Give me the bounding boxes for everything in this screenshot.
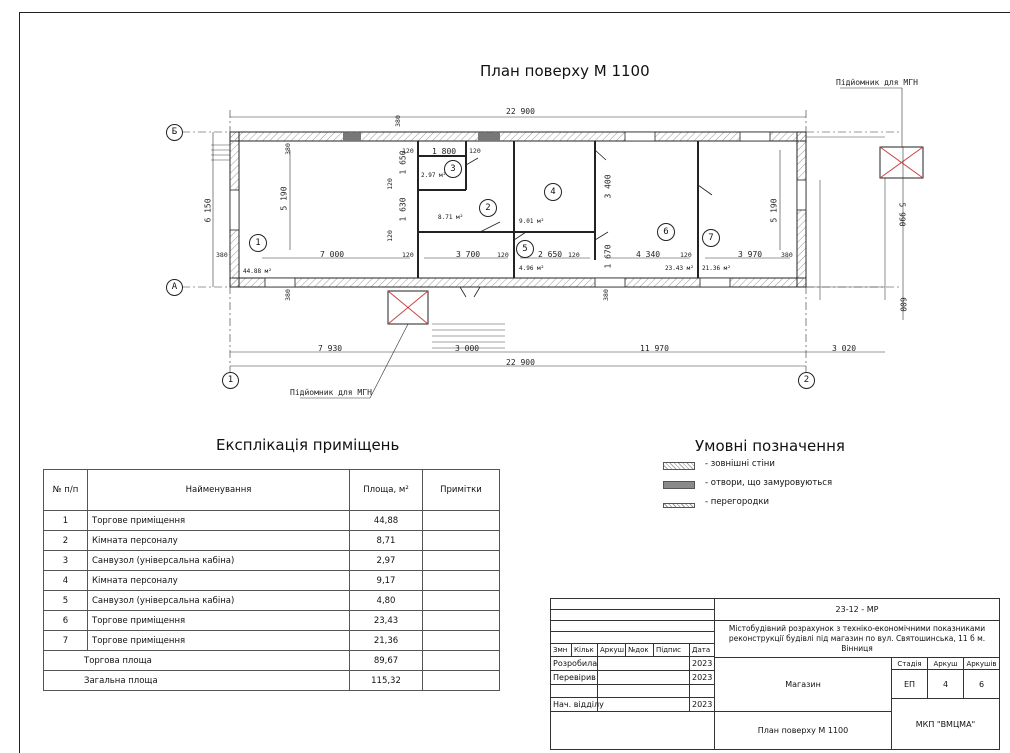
dim-bottom-4: 3 020 [832, 344, 857, 353]
dim-r1-height: 5 190 [279, 186, 289, 211]
header-num: № п/п [44, 470, 88, 511]
row-note [423, 631, 500, 651]
table-row [44, 571, 500, 591]
dim-r7-height: 5 190 [769, 198, 779, 223]
room-number-1: 1 [249, 234, 267, 252]
row-area: 9,17 [350, 571, 423, 591]
stamp-drawing-name: План поверху М 1100 [714, 711, 892, 750]
legend-outer-walls: - зовнішні стіни [705, 459, 775, 469]
stamp-object: Магазин [714, 657, 892, 712]
stamp-org: МКП "ВМЦМА" [891, 698, 1000, 750]
dim-overall-top: 22 900 [506, 107, 535, 116]
date-razrobyla: 2023 [689, 656, 715, 671]
row-name: Торгове приміщення [88, 611, 350, 631]
legend-swatch-partitions [663, 503, 695, 508]
lift-bottom [388, 291, 428, 324]
room-number-4: 4 [544, 183, 562, 201]
row-name: Кімната персоналу [88, 571, 350, 591]
legend-partitions: - перегородки [705, 497, 769, 507]
doors [460, 150, 712, 297]
dim-r1-width: 7 000 [320, 250, 345, 259]
axis-2-bubble: 2 [798, 372, 815, 389]
axis-1-bubble: 1 [222, 372, 239, 389]
stamp-stage-label: Стадія [891, 657, 928, 670]
row-name: Торгове приміщення [88, 631, 350, 651]
stamp-sheet: 4 [927, 669, 964, 699]
room-number-5: 5 [516, 240, 534, 258]
row-name: Санвузол (універсальна кабіна) [88, 551, 350, 571]
table-row [44, 631, 500, 651]
dim-120-a: 120 [402, 251, 414, 259]
total-area-row [44, 671, 500, 691]
mgn-lift-label-top: Підйомник для МГН [836, 78, 918, 87]
row-area: 44,88 [350, 511, 423, 531]
row-note [423, 611, 500, 631]
room-area-2: 8.71 м² [438, 214, 464, 221]
title-block [550, 598, 1000, 750]
row-num: 6 [44, 611, 88, 631]
row-num: 4 [44, 571, 88, 591]
dim-120-h: 120 [402, 147, 414, 155]
row-note [423, 551, 500, 571]
right-ramp [806, 137, 885, 300]
role-nach-viddilu: Нач. відділу [550, 697, 598, 712]
room-area-6: 23.43 м² [665, 265, 694, 272]
left-entrance [211, 145, 230, 160]
trade-area-row [44, 651, 500, 671]
table-row [44, 531, 500, 551]
dim-bottom-3: 11 970 [640, 344, 669, 353]
room-area-7: 21.36 м² [702, 265, 731, 272]
explication-table [43, 469, 500, 691]
table-row [44, 591, 500, 611]
dim-380-a: 380 [393, 115, 402, 127]
dim-1650: 1 650 [398, 150, 408, 175]
header-note: Примітки [423, 470, 500, 511]
legend-title: Умовні позначення [695, 437, 845, 455]
col-arkush: Аркуш [597, 643, 626, 657]
col-kilk: Кільк [571, 643, 598, 657]
row-note [423, 531, 500, 551]
lift-right [880, 147, 923, 178]
explication-title: Експлікація приміщень [216, 436, 400, 454]
dim-height-left: 6 150 [203, 198, 213, 223]
dim-bottom-1: 7 930 [318, 344, 343, 353]
dim-120-c: 120 [568, 251, 580, 259]
trade-area-label: Торгова площа [44, 651, 350, 671]
trade-area-value: 89,67 [350, 651, 423, 671]
dim-r3-width: 1 800 [432, 147, 457, 156]
row-area: 23,43 [350, 611, 423, 631]
row-num: 3 [44, 551, 88, 571]
dim-r5-width: 2 650 [538, 250, 563, 259]
legend-bricked-openings: - отвори, що замуровуються [705, 478, 833, 488]
row-name: Кімната персоналу [88, 531, 350, 551]
row-note [423, 511, 500, 531]
dim-120-f: 120 [385, 178, 394, 190]
dim-1630: 1 630 [398, 197, 408, 222]
explication-header-row [44, 470, 500, 511]
row-area: 4,80 [350, 591, 423, 611]
axis-b-bubble: Б [166, 124, 183, 141]
legend-swatch-outer-walls [663, 462, 695, 470]
col-data: Дата [689, 643, 715, 657]
dim-380-b: 380 [283, 143, 292, 155]
date-pereviryv: 2023 [689, 670, 715, 685]
room-area-4: 9.01 м² [519, 218, 545, 225]
role-razrobyla: Розробила [550, 656, 598, 671]
stamp-description: Містобудівний розрахунок з техніко-економічними показниками реконструкції будівлі під магазин по вул. Святошинська, 11 б м. Вінниця [714, 620, 1000, 658]
outer-walls [230, 132, 806, 287]
header-area: Площа, м² [350, 470, 423, 511]
legend-swatch-bricked [663, 481, 695, 489]
row-num: 5 [44, 591, 88, 611]
total-area-value: 115,32 [350, 671, 423, 691]
room-number-6: 6 [657, 223, 675, 241]
dim-bottom-2: 3 000 [455, 344, 480, 353]
room-number-3: 3 [444, 160, 462, 178]
dim-r6-width: 4 340 [636, 250, 661, 259]
table-row [44, 511, 500, 531]
row-area: 8,71 [350, 531, 423, 551]
table-row [44, 551, 500, 571]
dim-120-b: 120 [497, 251, 509, 259]
col-zmin: Змн [550, 643, 572, 657]
total-area-label: Загальна площа [44, 671, 350, 691]
row-note [423, 591, 500, 611]
row-area: 21,36 [350, 631, 423, 651]
role-pereviryv: Перевірив [550, 670, 598, 685]
dim-r4-h: 3 400 [603, 174, 613, 199]
row-name: Торгове приміщення [88, 511, 350, 531]
dim-r5-h: 1 670 [603, 244, 613, 269]
dim-120-d: 120 [680, 251, 692, 259]
dim-r2-width: 3 700 [456, 250, 481, 259]
dim-right-1: 5 990 [897, 202, 907, 227]
mgn-lift-label-bottom: Підйомник для МГН [290, 388, 372, 397]
dim-380-e: 380 [781, 251, 793, 259]
room-number-2: 2 [479, 199, 497, 217]
stamp-code: 23-12 - МР [714, 598, 1000, 621]
plan-title: План поверху М 1100 [480, 62, 650, 80]
row-num: 2 [44, 531, 88, 551]
row-note [423, 571, 500, 591]
room-number-7: 7 [702, 229, 720, 247]
dim-120-g: 120 [385, 230, 394, 242]
dim-overall-bottom: 22 900 [506, 358, 535, 367]
row-num: 7 [44, 631, 88, 651]
row-name: Санвузол (універсальна кабіна) [88, 591, 350, 611]
stamp-stage: ЕП [891, 669, 928, 699]
dim-120-e: 120 [469, 147, 481, 155]
header-name: Найменування [88, 470, 350, 511]
col-pidpys: Підпис [653, 643, 690, 657]
room-area-5: 4.96 м² [519, 265, 545, 272]
row-num: 1 [44, 511, 88, 531]
axis-a-bubble: А [166, 279, 183, 296]
dim-right-2: 600 [898, 297, 908, 312]
table-row [44, 611, 500, 631]
stamp-sheets-label: Аркушів [963, 657, 1000, 670]
row-area: 2,97 [350, 551, 423, 571]
stamp-sheet-label: Аркуш [927, 657, 964, 670]
dim-r7-width: 3 970 [738, 250, 763, 259]
dim-380-f: 380 [601, 289, 610, 301]
col-ndok: №док [625, 643, 654, 657]
dim-380-c: 380 [283, 289, 292, 301]
room-area-3: 2.97 м² [421, 172, 447, 179]
stamp-sheets: 6 [963, 669, 1000, 699]
date-nach-viddilu: 2023 [689, 697, 715, 712]
dim-380-d: 380 [216, 251, 228, 259]
room-area-1: 44.88 м² [243, 268, 272, 275]
windows [230, 132, 806, 287]
